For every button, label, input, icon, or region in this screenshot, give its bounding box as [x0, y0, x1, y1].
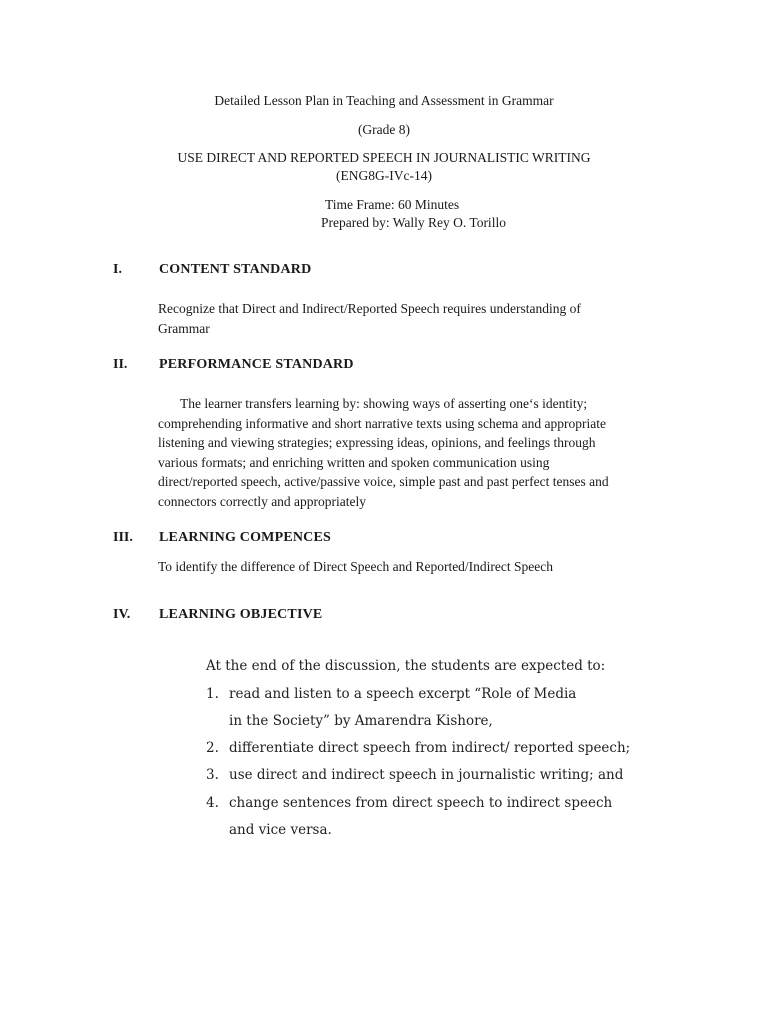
lesson-topic: USE DIRECT AND REPORTED SPEECH IN JOURNALISTIC WRITING	[177, 150, 591, 165]
prepared-by: Prepared by: Wally Rey O. Torillo	[321, 215, 506, 230]
performance-standard-text	[158, 394, 678, 511]
content-standard-line: Recognize that Direct and Indirect/Reported Speech requires understanding of	[158, 301, 581, 316]
objective-number: 3.	[206, 767, 219, 783]
performance-standard-line: listening and viewing strategies; expressing ideas, opinions, and feelings through	[158, 435, 596, 450]
learning-competences-line: To identify the difference of Direct Speech and Reported/Indirect Speech	[158, 559, 554, 574]
performance-standard-line: direct/reported speech, active/passive voice, simple past and past perfect tenses and	[158, 474, 609, 489]
objective-text: in the Society” by Amarendra Kishore,	[229, 713, 493, 729]
objective-text: read and listen to a speech excerpt “Role of Media	[229, 686, 577, 702]
performance-standard-line: The learner transfers learning by: showing ways of asserting one‘s identity;	[180, 396, 588, 411]
performance-standard-line: connectors correctly and appropriately	[158, 493, 367, 509]
performance-standard-line: various formats; and enriching written and spoken communication using	[158, 454, 550, 470]
objective-number: 1.	[206, 686, 219, 702]
objective-text: differentiate direct speech from indirect/ reported speech;	[229, 740, 631, 756]
objective-number: 4.	[206, 795, 219, 811]
document-title: Detailed Lesson Plan in Teaching and Assessment in Grammar	[214, 93, 554, 108]
section-heading-content-standard: CONTENT STANDARD	[159, 262, 312, 277]
objective-text: change sentences from direct speech to indirect speech	[229, 795, 613, 811]
time-frame: Time Frame: 60 Minutes	[325, 197, 460, 212]
competency-code: (ENG8G-IVc-14)	[336, 168, 432, 183]
content-standard-line: Grammar	[158, 320, 210, 336]
section-number-performance-standard: II.	[113, 357, 128, 372]
objectives-intro: At the end of the discussion, the students are expected to:	[206, 658, 606, 674]
section-number-content-standard: I.	[113, 262, 122, 277]
section-heading-learning-competences: LEARNING COMPENCES	[159, 530, 332, 545]
learning-competences-text	[158, 557, 678, 577]
section-heading-performance-standard: PERFORMANCE STANDARD	[159, 357, 354, 372]
objective-text: use direct and indirect speech in journalistic writing; and	[229, 767, 624, 783]
objective-number: 2.	[206, 740, 219, 756]
objective-text: and vice versa.	[229, 822, 332, 838]
section-heading-learning-objective: LEARNING OBJECTIVE	[159, 607, 323, 622]
grade-label: (Grade 8)	[357, 122, 411, 137]
section-number-learning-competences: III.	[113, 530, 133, 545]
performance-standard-line: comprehending informative and short narrative texts using schema and appropriate	[158, 415, 606, 431]
section-number-learning-objective: IV.	[113, 607, 131, 622]
content-standard-text	[158, 299, 678, 338]
